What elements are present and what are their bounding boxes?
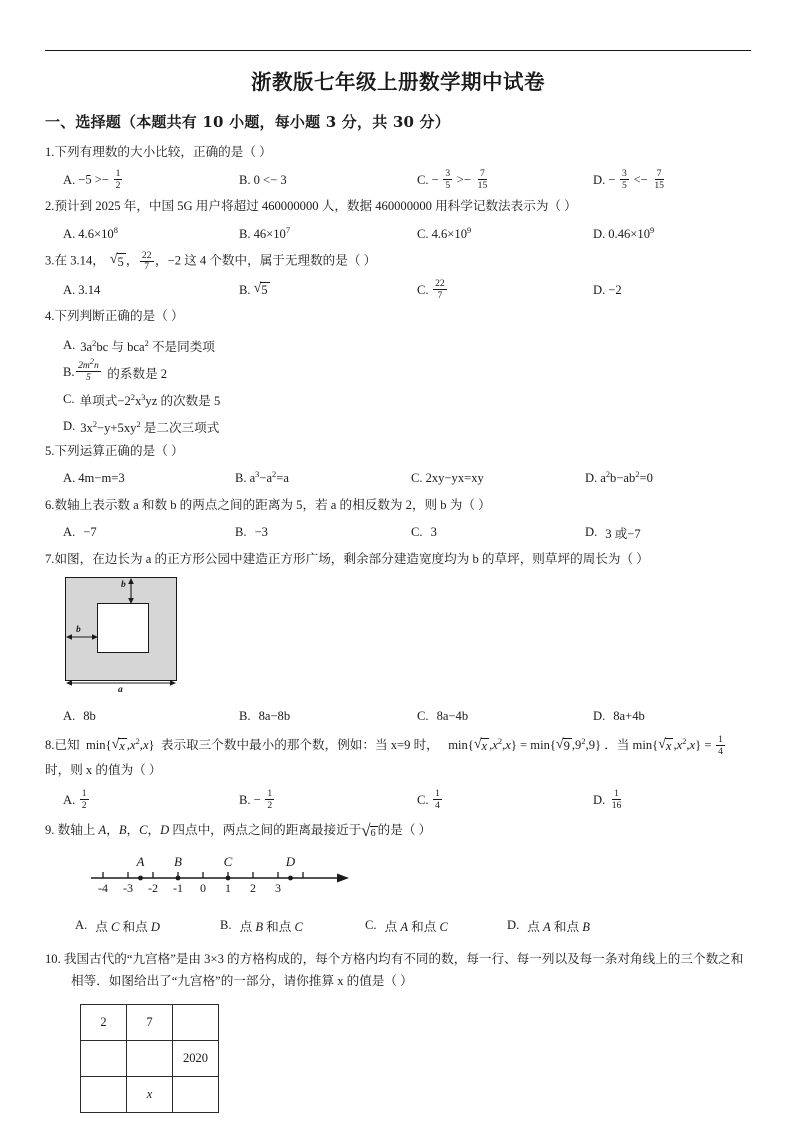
number-line-svg bbox=[83, 848, 383, 904]
question-6-option-a[interactable] bbox=[63, 520, 97, 546]
option-content: 2xy−yx=xy bbox=[425, 471, 484, 486]
question-9-figure bbox=[83, 848, 383, 904]
question-1-text: 下列有理数的大小比较，正确的是（ ） bbox=[54, 145, 272, 159]
question-9-option-c[interactable] bbox=[365, 912, 448, 938]
question-5-option-c[interactable] bbox=[411, 466, 484, 492]
magic-cell-r3c1 bbox=[81, 1077, 127, 1113]
option-content: 3 bbox=[430, 525, 437, 540]
option-label: C. bbox=[417, 172, 429, 187]
option-label: A. bbox=[63, 708, 76, 723]
fraction-1-2: $\frac{1}{2}$ bbox=[81, 788, 87, 811]
question-3-option-c[interactable] bbox=[417, 277, 448, 303]
option-content: $4.6\times 10^9$ bbox=[431, 225, 472, 241]
option-label: D. bbox=[593, 172, 606, 187]
page-content bbox=[45, 50, 751, 1113]
option-content: 0 <− 3 bbox=[253, 172, 287, 187]
question-4-options bbox=[45, 332, 751, 440]
option-content: $3x^2-y+5xy^2$ 是二次三项式 bbox=[80, 419, 220, 435]
option-content: 8a+4b bbox=[613, 708, 645, 723]
svg-text:B: B bbox=[174, 854, 182, 870]
question-9-options bbox=[45, 912, 751, 938]
option-label: D. bbox=[585, 471, 598, 486]
question-1-option-b[interactable] bbox=[239, 167, 287, 193]
option-content: 点 A 和点 C bbox=[384, 919, 448, 934]
question-1-option-d[interactable] bbox=[593, 167, 667, 193]
question-2-option-a[interactable] bbox=[63, 221, 118, 247]
svg-text:3: 3 bbox=[275, 881, 281, 896]
question-8-option-d[interactable] bbox=[593, 787, 625, 813]
question-9-option-b[interactable] bbox=[220, 912, 303, 938]
option-content: $4.6\times 10^8$ bbox=[78, 225, 118, 241]
option-label: C. bbox=[417, 708, 429, 723]
option-content: 点 B 和点 C bbox=[239, 919, 303, 934]
option-label: A. bbox=[63, 792, 76, 807]
option-content: −2 bbox=[608, 282, 622, 297]
magic-cell-r2c3: 2020 bbox=[173, 1041, 219, 1077]
option-label: C. bbox=[63, 391, 75, 406]
svg-text:1: 1 bbox=[225, 881, 231, 896]
question-2-options bbox=[45, 221, 751, 247]
option-content: 8a−4b bbox=[436, 708, 469, 723]
magic-cell-r3c2: x bbox=[127, 1077, 173, 1113]
question-9-option-a[interactable] bbox=[75, 912, 160, 938]
question-7-option-d[interactable] bbox=[593, 703, 645, 729]
question-10-number: 10. bbox=[45, 952, 61, 967]
option-label: C. bbox=[417, 792, 429, 807]
question-7-text: 如图，在边长为 a 的正方形公园中建造正方形广场，剩余部分建造宽度均为 b 的草坪，则草坪的周长为（ ） bbox=[54, 551, 649, 566]
magic-cell-r3c3 bbox=[173, 1077, 219, 1113]
question-3-text-part1: 在 3.14， bbox=[54, 253, 105, 268]
question-4-option-d[interactable] bbox=[45, 413, 751, 440]
option-label: D. bbox=[593, 282, 606, 297]
question-6-option-b[interactable] bbox=[235, 520, 268, 546]
option-content: 3 或−7 bbox=[605, 527, 641, 542]
option-label: B. bbox=[239, 282, 251, 297]
option-label: B. bbox=[239, 792, 251, 807]
question-9-stem: 9. 数轴上 A，B，C，D 四点中，两点之间的距离最接近于 √ 6 的是（ ） bbox=[45, 821, 432, 841]
question-1-options bbox=[45, 167, 751, 193]
svg-text:C: C bbox=[223, 854, 233, 870]
question-3-number: 3. bbox=[45, 253, 55, 268]
question-8-option-b[interactable] bbox=[239, 787, 276, 813]
option-label: D. bbox=[593, 792, 606, 807]
option-label: B. bbox=[235, 471, 247, 486]
option-label: D. bbox=[507, 917, 520, 932]
question-1-stem bbox=[45, 143, 751, 162]
question-6-option-c[interactable] bbox=[411, 520, 437, 546]
fraction-1-4: $\frac{1}{4}$ bbox=[435, 788, 440, 811]
question-2-number: 2. bbox=[45, 199, 55, 214]
question-8-option-a[interactable] bbox=[63, 787, 90, 813]
question-3-option-b[interactable] bbox=[239, 277, 270, 303]
question-6-number: 6. bbox=[45, 497, 55, 512]
option-content: −7 bbox=[83, 525, 97, 540]
option-label: D. bbox=[63, 418, 76, 433]
option-label: B. bbox=[239, 226, 251, 241]
fraction-2m2n-5: $\frac{2m^2n}{5}$ bbox=[78, 356, 99, 383]
option-content: − $\frac{3}{5}$ <− $\frac{7}{15}$ bbox=[608, 168, 664, 191]
option-label: C. bbox=[417, 226, 429, 241]
question-5-option-d[interactable] bbox=[585, 466, 653, 492]
fraction-1-16: $\frac{1}{16}$ bbox=[611, 788, 622, 811]
fraction-22-7: $\frac{22}{7}$ bbox=[141, 249, 152, 273]
question-4-option-a[interactable] bbox=[45, 332, 751, 359]
option-content: 的系数是 2 bbox=[107, 366, 168, 381]
option-content: $0.46\times 10^9$ bbox=[608, 225, 655, 241]
svg-text:0: 0 bbox=[200, 881, 206, 896]
sqrt-5-glyph: √ 5 bbox=[253, 280, 268, 298]
magic-cell-r1c2: 7 bbox=[127, 1005, 173, 1041]
option-label: C. bbox=[411, 471, 423, 486]
option-label: A. bbox=[63, 337, 76, 352]
question-3-text-part3: ，−2 这 4 个数中，属于无理数的是（ ） bbox=[155, 253, 377, 268]
question-8-stem: 8.已知 min{ √ x $,x^2,x$} 表示取三个数中最小的那个数，例如：当 x=9 时， min{ √ x $,x^2,x\} = \min${ √ 9 $,9^2,9$} ．当 min{ √ x $,x^2,x$} = $\frac{1}{4}$ 时，则 x 的值为（ ） bbox=[45, 733, 751, 782]
question-8-option-c[interactable] bbox=[417, 787, 443, 813]
question-5-option-a[interactable] bbox=[63, 466, 125, 492]
option-content: 点 A 和点 B bbox=[527, 919, 590, 934]
min-expression-1: min{ √ x $,x^2,x$} bbox=[85, 736, 155, 754]
min-expression-3: min{ √ x $,x^2,x$} = $\frac{1}{4}$ bbox=[632, 734, 723, 757]
question-2-option-d[interactable] bbox=[593, 221, 654, 247]
question-4-stem bbox=[45, 307, 751, 326]
sqrt-5-glyph: √ 5 bbox=[109, 252, 124, 269]
option-content: $3a^2bc$ 与 bca$^2$ 不是同类项 bbox=[80, 338, 215, 354]
question-7-option-c[interactable] bbox=[417, 703, 468, 729]
question-3-stem bbox=[45, 251, 751, 272]
question-5-text: 下列运算正确的是（ ） bbox=[54, 443, 184, 458]
question-1-option-c[interactable] bbox=[417, 167, 491, 193]
question-8-options bbox=[45, 787, 751, 817]
figure-dimension-arrows bbox=[61, 575, 187, 697]
magic-cell-r1c3 bbox=[173, 1005, 219, 1041]
question-1-option-a[interactable] bbox=[63, 167, 124, 193]
option-content: 8a−8b bbox=[258, 708, 291, 723]
option-label: D. bbox=[593, 708, 606, 723]
option-label: B. bbox=[239, 172, 251, 187]
question-10-text: 我国古代的“九宫格”是由 3×3 的方格构成的，每个方格内均有不同的数，每一行、每一列以及每一条对角线上的三个数之和相等．如图给出了“九宫格”的一部分，请你推算 x 的值是（ ） bbox=[63, 952, 744, 989]
option-label: D. bbox=[585, 525, 598, 540]
question-6-option-d[interactable] bbox=[585, 520, 641, 546]
question-8-number: 8. bbox=[45, 738, 55, 753]
question-7-options bbox=[45, 703, 751, 729]
min-expression-2: min{ √ x $,x^2,x\} = \min${ √ 9 $,9^2,9$} bbox=[448, 736, 602, 754]
table-row bbox=[81, 1005, 219, 1041]
option-label: A. bbox=[75, 917, 88, 932]
option-label: A. bbox=[63, 471, 76, 486]
option-content: $46\times 10^7$ bbox=[253, 225, 291, 241]
table-row bbox=[81, 1041, 219, 1077]
option-content: 点 C 和点 D bbox=[95, 919, 160, 934]
question-6-text: 数轴上表示数 a 和数 b 的两点之间的距离为 5，若 a 的相反数为 2，则 b 为（ ） bbox=[54, 497, 491, 512]
option-label: B. bbox=[235, 525, 247, 540]
fraction-22-7: $\frac{22}{7}$ bbox=[435, 278, 445, 301]
question-4-option-b[interactable] bbox=[45, 356, 751, 386]
option-label: D. bbox=[593, 226, 606, 241]
question-1-number: 1. bbox=[45, 145, 55, 159]
question-5-stem bbox=[45, 442, 751, 461]
option-label: A. bbox=[63, 282, 76, 297]
svg-text:-4: -4 bbox=[98, 881, 108, 896]
option-label: B. bbox=[63, 364, 75, 379]
question-6-stem bbox=[45, 496, 751, 515]
question-7-stem bbox=[45, 550, 751, 569]
question-3-option-d[interactable] bbox=[593, 277, 622, 303]
sqrt-6-glyph: √ 6 bbox=[361, 821, 376, 841]
option-content: − $\frac{1}{2}$ bbox=[253, 788, 273, 811]
question-10-stem bbox=[45, 948, 751, 992]
svg-text:2: 2 bbox=[250, 881, 256, 896]
question-6-options bbox=[45, 520, 751, 546]
question-7-number: 7. bbox=[45, 551, 55, 566]
figure-label-b-top: b bbox=[121, 580, 126, 591]
section-heading: 一、选择题（本题共有 10 小题，每小题 3 分，共 30 分） bbox=[45, 113, 450, 131]
question-3-text-part2: ， bbox=[125, 253, 139, 268]
option-label: B. bbox=[239, 708, 251, 723]
question-4-number: 4. bbox=[45, 309, 55, 324]
question-7-figure bbox=[61, 575, 187, 697]
figure-label-a: a bbox=[118, 685, 123, 696]
question-7-option-b[interactable] bbox=[239, 703, 290, 729]
svg-text:-1: -1 bbox=[173, 881, 183, 896]
option-content: $a^2b-ab^2=0$ bbox=[600, 470, 653, 486]
question-5-number: 5. bbox=[45, 443, 55, 458]
option-content: 8b bbox=[83, 708, 96, 723]
question-2-text: 预计到 2025 年，中国 5G 用户将超过 460000000 人，数据 460000000 用科学记数法表示为（ ） bbox=[54, 199, 577, 214]
figure-label-b-left: b bbox=[76, 625, 81, 636]
question-9-option-d[interactable] bbox=[507, 912, 590, 938]
header-divider bbox=[45, 50, 751, 51]
magic-cell-r2c2 bbox=[127, 1041, 173, 1077]
table-row bbox=[81, 1077, 219, 1113]
svg-text:-3: -3 bbox=[123, 881, 133, 896]
option-content: −5 >− $\frac{1}{2}$ bbox=[78, 168, 121, 191]
question-7-option-a[interactable] bbox=[63, 703, 96, 729]
option-label: C. bbox=[411, 525, 423, 540]
question-3-option-a[interactable] bbox=[63, 277, 100, 303]
svg-text:-2: -2 bbox=[148, 881, 158, 896]
option-content: 单项式$-2^2x^3yz$ 的次数是 5 bbox=[79, 392, 221, 408]
question-5-option-b[interactable] bbox=[235, 466, 289, 492]
page-title: 浙教版七年级上册数学期中试卷 bbox=[251, 70, 545, 94]
question-2-option-c[interactable] bbox=[417, 221, 471, 247]
option-label: A. bbox=[63, 172, 76, 187]
option-label: A. bbox=[63, 525, 76, 540]
option-label: A. bbox=[63, 226, 76, 241]
option-content: 4m−m=3 bbox=[78, 471, 125, 486]
option-content: − $\frac{3}{5}$ >− $\frac{7}{15}$ bbox=[431, 168, 488, 191]
option-label: B. bbox=[220, 917, 232, 932]
question-3-options bbox=[45, 277, 751, 303]
magic-cell-r1c1: 2 bbox=[81, 1005, 127, 1041]
magic-cell-r2c1 bbox=[81, 1041, 127, 1077]
question-9-number: 9. bbox=[45, 823, 55, 838]
question-4-text: 下列判断正确的是（ ） bbox=[54, 309, 184, 324]
option-label: C. bbox=[417, 282, 429, 297]
question-2-option-b[interactable] bbox=[239, 221, 290, 247]
option-content: −3 bbox=[254, 525, 268, 540]
question-5-options bbox=[45, 466, 751, 492]
option-label: C. bbox=[365, 917, 377, 932]
svg-text:A: A bbox=[136, 854, 145, 870]
question-10-figure bbox=[80, 1004, 219, 1113]
option-content: $a^3-a^2=a$ bbox=[249, 470, 289, 486]
svg-text:D: D bbox=[285, 854, 296, 870]
question-4-option-c[interactable] bbox=[45, 386, 751, 413]
option-content: 3.14 bbox=[78, 282, 101, 297]
question-2-stem bbox=[45, 197, 751, 216]
